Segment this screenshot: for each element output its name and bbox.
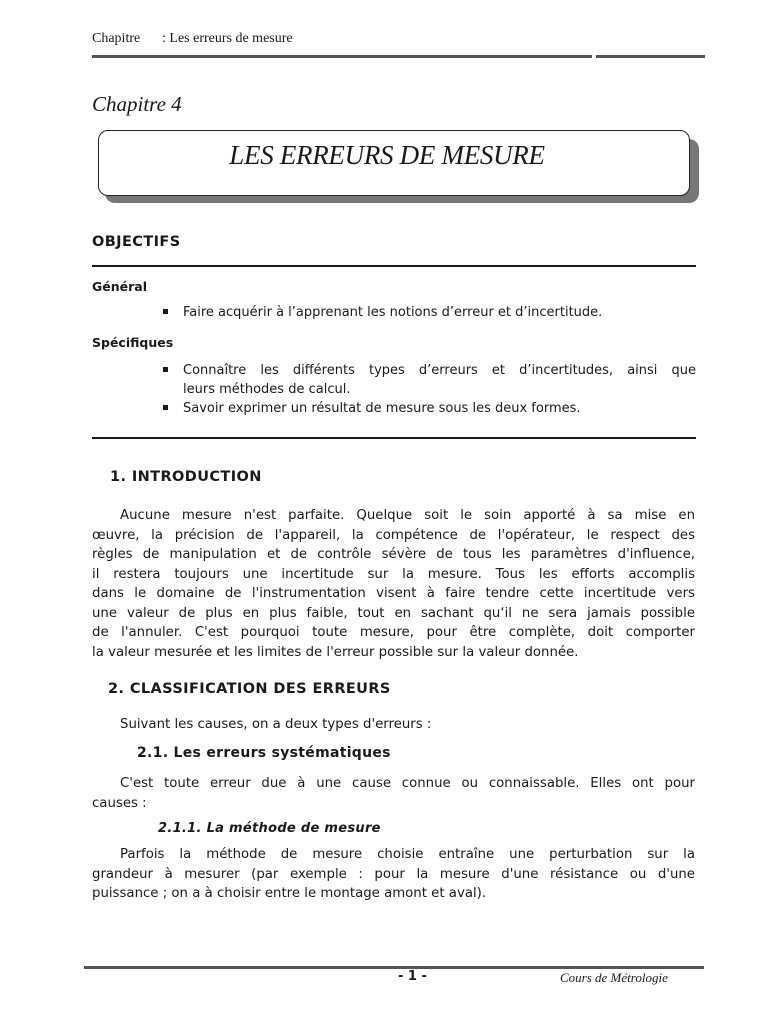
section-heading-classification: 2. CLASSIFICATION DES ERREURS xyxy=(108,681,391,697)
general-label: Général xyxy=(92,279,147,294)
footer-rule xyxy=(84,966,704,969)
paragraph-line: causes : xyxy=(92,795,147,811)
list-item-text: Savoir exprimer un résultat de mesure sous les deux formes. xyxy=(183,401,581,416)
bullet-icon xyxy=(163,309,168,314)
section-heading-introduction: 1. INTRODUCTION xyxy=(110,469,262,485)
paragraph-line: grandeur à mesurer (par exemple : pour la mesure d'une résistance ou d'une xyxy=(92,866,695,882)
header-rule-right xyxy=(596,55,705,58)
paragraph-line: puissance ; on a à choisir entre le montage amont et aval). xyxy=(92,886,487,901)
list-item-text xyxy=(183,361,696,399)
paragraph-line: de l'annuler. C'est pourquoi toute mesure, pour être complète, doit comporter xyxy=(92,625,695,640)
objectives-top-rule xyxy=(92,265,696,267)
list-item-line: Connaître les différents types d’erreurs et d’incertitudes, ainsi que xyxy=(183,363,696,378)
systematic-errors-paragraph xyxy=(92,774,695,813)
chapter-title: LES ERREURS DE MESURE xyxy=(229,140,545,170)
chapter-number: Chapitre 4 xyxy=(92,92,182,116)
list-item-line: leurs méthodes de calcul. xyxy=(183,382,351,397)
list-item xyxy=(163,399,696,418)
page-number: - 1 - xyxy=(398,969,427,984)
classification-intro-text: Suivant les causes, on a deux types d'erreurs : xyxy=(120,717,432,732)
paragraph-line: règles de manipulation et de contrôle sévère de tous les paramètres d'influence, xyxy=(92,547,695,562)
paragraph-line: C'est toute erreur due à une cause connue ou connaissable. Elles ont pour xyxy=(120,776,695,791)
subsubsection-heading-measurement-method: 2.1.1. La méthode de mesure xyxy=(158,821,381,836)
bullet-icon xyxy=(163,405,168,410)
specific-label: Spécifiques xyxy=(92,335,174,350)
objectives-bottom-rule xyxy=(92,437,696,439)
bullet-icon xyxy=(163,367,168,372)
objectives-heading: OBJECTIFS xyxy=(92,234,181,250)
header-rule xyxy=(92,55,592,58)
paragraph-line: œuvre, la précision de l'appareil, la compétence de l'opérateur, le respect des xyxy=(92,527,695,543)
paragraph-line: une valeur de plus en plus faible, tout en sachant qu‘il ne sera jamais possible xyxy=(92,605,695,621)
list-item xyxy=(163,361,696,399)
header-chapter-topic: : Les erreurs de mesure xyxy=(162,31,293,46)
paragraph-line: Parfois la méthode de mesure choisie entraîne une perturbation sur la xyxy=(120,847,695,862)
header-chapter-word: Chapitre xyxy=(92,31,141,46)
paragraph-line: dans le domaine de l'instrumentation visent à faire tendre cette incertitude vers xyxy=(92,586,695,601)
paragraph-line: Aucune mesure n'est parfaite. Quelque soit le soin apporté à sa mise en xyxy=(120,508,695,523)
paragraph-line: la valeur mesurée et les limites de l'erreur possible sur la valeur donnée. xyxy=(92,644,579,660)
list-item xyxy=(163,303,696,322)
course-name: Cours de Métrologie xyxy=(560,970,668,985)
measurement-method-paragraph xyxy=(92,845,695,904)
list-item-text: Faire acquérir à l’apprenant les notions d’erreur et d’incertitude. xyxy=(183,305,603,320)
paragraph-line: il restera toujours une incertitude sur la mesure. Tous les efforts accomplis xyxy=(92,566,695,582)
introduction-paragraph xyxy=(92,506,695,662)
running-header xyxy=(92,31,293,47)
subsection-heading-systematic-errors: 2.1. Les erreurs systématiques xyxy=(137,745,391,761)
